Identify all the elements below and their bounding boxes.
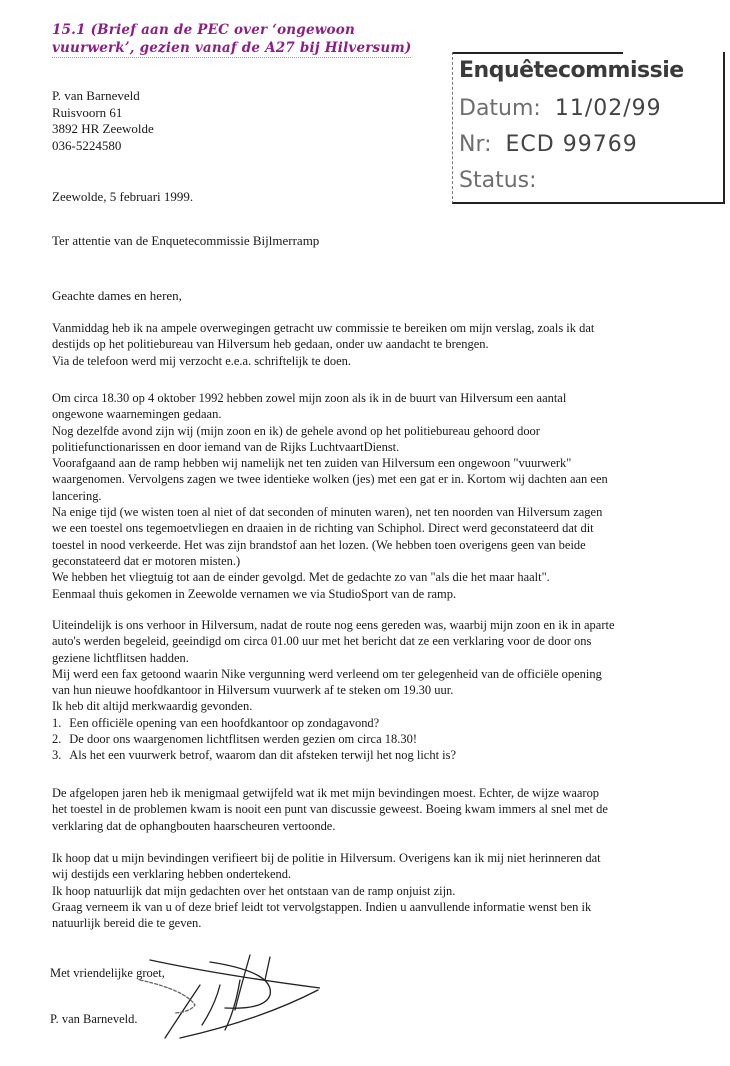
paragraph-3	[52, 617, 686, 764]
text-line: verklaring dat de ophangbouten haarscheuren vertoonde.	[52, 817, 336, 833]
text-line: we een toestel ons tegemoetvliegen en draaien in de richting van Schiphol. Direct werd geconstateerd dat dit	[52, 520, 594, 536]
text-line: Na enige tijd (we wisten toen al niet of dat seconden of minuten waren), net ten noorden van Hilversum zagen	[52, 504, 603, 520]
text-line: Mij werd een fax getoond waarin Nike vergunning werd verleend om ter gelegenheid van de officiële opening	[52, 665, 602, 681]
text-line: Uiteindelijk is ons verhoor in Hilversum, nadat de route nog eens gereden was, waarbij mijn zoon en ik in aparte	[52, 617, 615, 632]
text-line: We hebben het vliegtuig tot aan de einder gevolgd. Met de gedachte zo van "als die het maar haalt".	[52, 569, 550, 585]
text-line: van hun nieuwe hoofdkantoor in Hilversum vuurwerk af te steken om 19.30 uur.	[52, 682, 454, 698]
text-line: Ik hoop natuurlijk dat mijn gedachten over het ontstaan van de ramp onjuist zijn.	[52, 882, 456, 898]
list-text: De door ons waargenomen lichtflitsen werden gezien om circa 18.30!	[69, 731, 417, 747]
sender-street: Ruisvoorn 61	[52, 104, 123, 120]
paragraph-1	[52, 320, 686, 369]
stamp-status-row	[459, 168, 537, 193]
text-line: natuurlijk bereid die te geven.	[52, 915, 202, 931]
list-item	[52, 731, 686, 747]
text-line: lancering.	[52, 487, 102, 503]
stamp-title: Enquêtecommissie	[459, 58, 684, 83]
stamp-datum-value: 11/02/99	[554, 96, 662, 121]
letter-date: Zeewolde, 5 februari 1999.	[52, 189, 194, 204]
heading-line-1: 15.1 (Brief aan de PEC over ‘ongewoon	[52, 22, 355, 38]
text-line: Nog dezelfde avond zijn wij (mijn zoon en ik) de gehele avond op het politiebureau gehoord door	[52, 422, 540, 438]
stamp-status-label: Status:	[459, 168, 537, 193]
text-line: politiefunctionarissen en door iemand van de Rijks LuchtvaartDienst.	[52, 438, 400, 454]
sender-address	[52, 88, 154, 154]
text-line: het toestel in de problemen kwam is nooit een punt van discussie geweest. Boeing kwam immers al snel met de	[52, 801, 608, 817]
text-line: auto's werden begeleid, geeindigd om circa 01.00 uur met het bericht dat ze een verklaring voor de door ons	[52, 633, 592, 649]
stamp-datum-label: Datum:	[459, 96, 541, 121]
paragraph-5	[52, 850, 686, 931]
stamp-nr-value: ECD 99769	[505, 132, 638, 157]
text-line: Eenmaal thuis gekomen in Zeewolde vernamen we via StudioSport van de ramp.	[52, 585, 457, 601]
heading-line-2: vuurwerk’, gezien vanaf de A27 bij Hilversum)	[52, 40, 412, 56]
closing-line: Met vriendelijke groet,	[50, 966, 165, 980]
list-item	[52, 747, 686, 763]
handwritten-signature	[120, 950, 320, 1050]
document-heading	[52, 21, 411, 57]
paragraph-2	[52, 390, 686, 602]
stamp-nr-label: Nr:	[459, 132, 492, 157]
text-line: geziene lichtflitsen hadden.	[52, 649, 189, 665]
sender-phone: 036-5224580	[52, 137, 122, 153]
text-line: Voorafgaand aan de ramp hebben wij namelijk net ten zuiden van Hilversum een ongewoon "vuurwerk"	[52, 455, 572, 471]
stamp-nr-row	[459, 132, 638, 157]
list-number: 2.	[52, 731, 62, 747]
text-line: Graag verneem ik van u of deze brief leidt tot vervolgstappen. Indien u aanvullende informatie wenst ben ik	[52, 898, 592, 914]
list-item	[52, 715, 686, 731]
salutation: Geachte dames en heren,	[52, 288, 182, 303]
text-line: Ik hoop dat u mijn bevindingen verifieert bij de politie in Hilversum. Overigens kan ik mij niet herinneren dat	[52, 850, 601, 865]
paragraph-4	[52, 785, 686, 834]
sender-name: P. van Barneveld	[52, 88, 140, 103]
text-line: Vanmiddag heb ik na ampele overwegingen getracht uw commissie te bereiken om mijn verslag, zoals ik dat	[52, 320, 595, 335]
received-stamp	[452, 52, 725, 204]
text-line: toestel in nood verkeerde. Het was zijn brandstof aan het lozen. (We hebben toen overigens geen van beide	[52, 536, 586, 552]
list-number: 1.	[52, 714, 62, 730]
stamp-top-border	[453, 52, 623, 54]
attention-line: Ter attentie van de Enquetecommissie Bijlmerramp	[52, 233, 320, 248]
text-line: geconstateerd dat er motoren misten.)	[52, 552, 241, 568]
text-line: waargenomen. Vervolgens zagen we twee identieke wolken (jes) met een gat er in. Kortom wij dachten aan een	[52, 471, 608, 487]
signature-name: P. van Barneveld.	[50, 1012, 138, 1026]
sender-city: 3892 HR Zeewolde	[52, 121, 154, 136]
text-line: Via de telefoon werd mij verzocht e.e.a. schriftelijk te doen.	[52, 352, 352, 368]
text-line: ongewone waarnemingen gedaan.	[52, 406, 222, 422]
list-text: Een officiële opening van een hoofdkantoor op zondagavond?	[69, 714, 380, 730]
text-line: De afgelopen jaren heb ik menigmaal getwijfeld wat ik met mijn bevindingen moest. Echter, de wijze waarop	[52, 785, 600, 800]
text-line: destijds op het politiebureau van Hilversum heb gedaan, onder uw aandacht te brengen.	[52, 336, 489, 352]
list-number: 3.	[52, 747, 62, 763]
stamp-datum-row	[459, 96, 662, 121]
text-line: Ik heb dit altijd merkwaardig gevonden.	[52, 698, 253, 714]
text-line: Om circa 18.30 op 4 oktober 1992 hebben zowel mijn zoon als ik in de buurt van Hilversum een aantal	[52, 390, 567, 405]
text-line: wij destijds een verklaring hebben ondertekend.	[52, 866, 292, 882]
list-text: Als het een vuurwerk betrof, waarom dan dit afsteken terwijl het nog licht is?	[69, 747, 457, 763]
